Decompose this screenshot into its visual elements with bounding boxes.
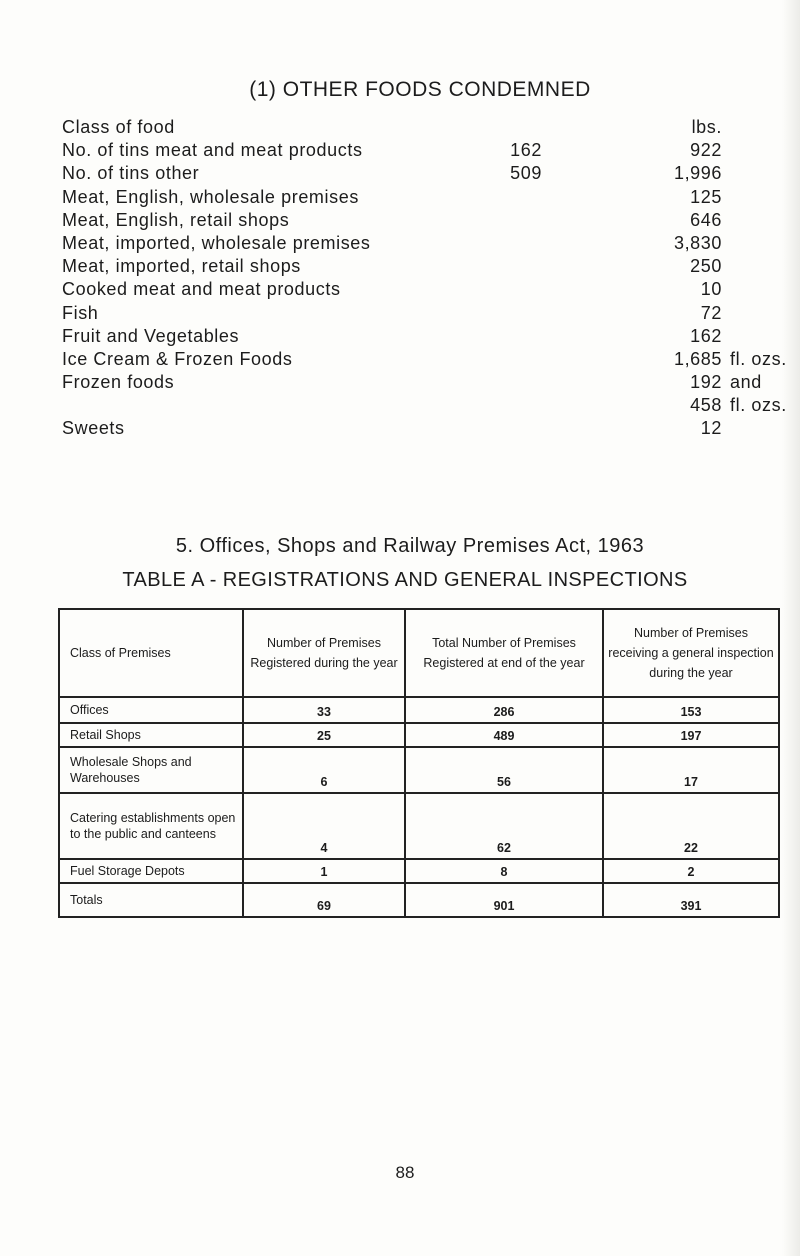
lbs-value: 250 bbox=[690, 256, 722, 277]
table-row bbox=[59, 723, 779, 747]
lbs-value: 162 bbox=[690, 325, 722, 346]
food-label: Meat, English, retail shops bbox=[62, 209, 290, 230]
lbs-value: 646 bbox=[690, 209, 722, 230]
food-row bbox=[62, 349, 800, 372]
lbs-value: 3,830 bbox=[673, 232, 722, 253]
inspected-cell: 153 bbox=[603, 697, 779, 723]
registered-cell: 1 bbox=[243, 859, 405, 883]
food-row bbox=[62, 395, 800, 418]
food-label: Meat, English, wholesale premises bbox=[62, 186, 359, 207]
registered-cell: 6 bbox=[243, 747, 405, 793]
header-class-of-premises: Class of Premises bbox=[59, 609, 243, 697]
total-cell: 56 bbox=[405, 747, 603, 793]
inspected-cell: 22 bbox=[603, 793, 779, 859]
registered-cell: 4 bbox=[243, 793, 405, 859]
unit-note: and bbox=[730, 372, 762, 393]
total-cell: 62 bbox=[405, 793, 603, 859]
lbs-value: 922 bbox=[690, 140, 722, 161]
lbs-value: 10 bbox=[700, 279, 722, 300]
registered-cell: 33 bbox=[243, 697, 405, 723]
food-row bbox=[62, 233, 800, 256]
food-label: Ice Cream & Frozen Foods bbox=[62, 348, 293, 369]
table-row bbox=[59, 697, 779, 723]
food-row bbox=[62, 163, 800, 186]
table-row bbox=[59, 859, 779, 883]
food-row bbox=[62, 326, 800, 349]
food-label: Meat, imported, retail shops bbox=[62, 256, 301, 277]
header-total-registered: Total Number of Premises Registered at end of the year bbox=[405, 609, 603, 697]
inspected-cell: 2 bbox=[603, 859, 779, 883]
food-row bbox=[62, 372, 800, 395]
food-label: Fish bbox=[62, 302, 99, 323]
lbs-value: 72 bbox=[700, 302, 722, 323]
unit-note: fl. ozs. bbox=[730, 348, 787, 369]
food-label: Sweets bbox=[62, 418, 125, 439]
table-title: TABLE A - REGISTRATIONS AND GENERAL INSPECTIONS bbox=[122, 569, 688, 591]
table-body bbox=[59, 697, 779, 917]
lbs-value: 125 bbox=[690, 186, 722, 207]
lbs-value: 1,685 bbox=[673, 348, 722, 369]
inspected-cell: 391 bbox=[603, 883, 779, 917]
foods-condemned-list bbox=[62, 117, 800, 442]
lbs-value: 12 bbox=[700, 418, 722, 439]
lbs-value: 192 bbox=[690, 372, 722, 393]
premises-name-cell: Totals bbox=[59, 883, 243, 917]
table-row bbox=[59, 883, 779, 917]
lbs-value: 458 bbox=[690, 395, 722, 416]
food-rows bbox=[62, 140, 800, 441]
table-header-row bbox=[59, 609, 779, 697]
inspected-cell: 17 bbox=[603, 747, 779, 793]
food-label: No. of tins other bbox=[62, 163, 200, 184]
tins-count: 162 bbox=[510, 140, 542, 161]
premises-name-cell: Offices bbox=[59, 697, 243, 723]
table-row bbox=[59, 793, 779, 859]
inspected-cell: 197 bbox=[603, 723, 779, 747]
food-row bbox=[62, 303, 800, 326]
total-cell: 489 bbox=[405, 723, 603, 747]
tins-count: 509 bbox=[510, 163, 542, 184]
food-row bbox=[62, 256, 800, 279]
lbs-value: 1,996 bbox=[673, 163, 722, 184]
food-row bbox=[62, 279, 800, 302]
food-row bbox=[62, 418, 800, 441]
food-label: Fruit and Vegetables bbox=[62, 325, 240, 346]
food-label: Meat, imported, wholesale premises bbox=[62, 232, 371, 253]
unit-note: fl. ozs. bbox=[730, 395, 787, 416]
total-cell: 901 bbox=[405, 883, 603, 917]
foods-column-header: Class of food bbox=[62, 117, 175, 137]
premises-name-cell: Catering establishments open to the public and canteens bbox=[59, 793, 243, 859]
food-label: Cooked meat and meat products bbox=[62, 279, 341, 300]
food-row bbox=[62, 140, 800, 163]
page-number: 88 bbox=[395, 1163, 415, 1182]
header-registered-during-year: Number of Premises Registered during the year bbox=[243, 609, 405, 697]
total-cell: 8 bbox=[405, 859, 603, 883]
lbs-column-header: lbs. bbox=[691, 117, 722, 137]
premises-name-cell: Wholesale Shops and Warehouses bbox=[59, 747, 243, 793]
food-row bbox=[62, 210, 800, 233]
registered-cell: 69 bbox=[243, 883, 405, 917]
food-label: Frozen foods bbox=[62, 372, 175, 393]
total-cell: 286 bbox=[405, 697, 603, 723]
header-general-inspection: Number of Premises receiving a general inspection during the year bbox=[603, 609, 779, 697]
food-row bbox=[62, 187, 800, 210]
section-heading-other-foods: (1) OTHER FOODS CONDEMNED bbox=[249, 78, 591, 101]
premises-name-cell: Retail Shops bbox=[59, 723, 243, 747]
registered-cell: 25 bbox=[243, 723, 405, 747]
table-row bbox=[59, 747, 779, 793]
premises-name-cell: Fuel Storage Depots bbox=[59, 859, 243, 883]
section-title-act: 5. Offices, Shops and Railway Premises Act, 1963 bbox=[175, 535, 645, 557]
registrations-table bbox=[58, 608, 780, 918]
foods-header-row bbox=[62, 117, 800, 140]
food-label: No. of tins meat and meat products bbox=[62, 140, 363, 161]
